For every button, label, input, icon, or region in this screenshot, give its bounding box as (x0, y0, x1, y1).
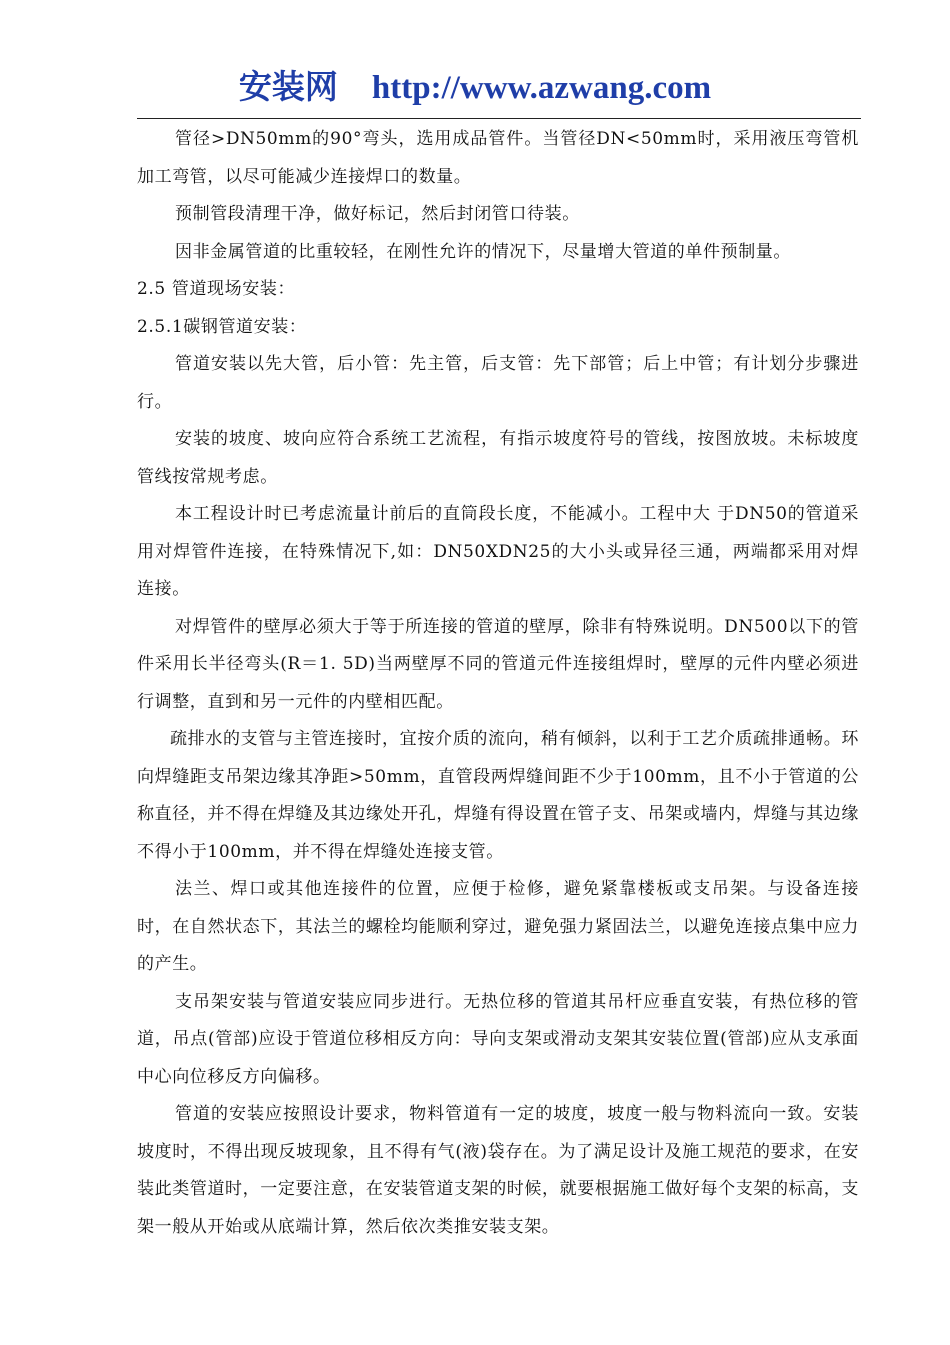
paragraph-elbow-fittings: 管径>DN50mm的90°弯头，选用成品管件。当管径DN<50mm时，采用液压弯管机加工弯管，以尽可能减少连接焊口的数量。 (137, 129, 859, 187)
paragraph-flowmeter: 本工程设计时已考虑流量计前后的直筒段长度，不能减小。工程中大 于DN50的管道采用对焊管件连接，在特殊情况下,如：DN50XDN25的大小头或异径三通，两端都采用对焊连接。 (137, 504, 859, 599)
site-name: 安装网 (238, 70, 338, 106)
paragraph-install-order: 管道安装以先大管，后小管：先主管，后支管：先下部管；后上中管；有计划分步骤进行。 (137, 354, 859, 412)
section-heading-2-5: 2.5 管道现场安装： (137, 279, 296, 299)
site-url[interactable]: http://www.azwang.com (371, 70, 712, 106)
paragraph-wall-thickness: 对焊管件的壁厚必须大于等于所连接的管道的壁厚，除非有特殊说明。DN500以下的管件采用长半径弯头(R＝1. 5D)当两壁厚不同的管道元件连接组焊时，壁厚的元件内壁必须进行调整，直到和另一元件的内壁相匹配。 (137, 616, 859, 712)
page-header (0, 68, 950, 108)
paragraph-drain-branch: 疏排水的支管与主管连接时，宜按介质的流向，稍有倾斜，以利于工艺介质疏排通畅。环向焊缝距支吊架边缘其净距>50mm，直管段两焊缝间距不少于100mm，且不小于管道的公称直径，并不得在焊缝及其边缘处开孔，焊缝有得设置在管子支、吊架或墙内，焊缝与其边缘不得小于100mm，并不得在焊缝处连接支管。 (137, 729, 859, 862)
header-divider (137, 118, 861, 119)
paragraph-slope: 安装的坡度、坡向应符合系统工艺流程，有指示坡度符号的管线，按图放坡。未标坡度管线按常规考虑。 (137, 429, 859, 487)
paragraph-slope-requirements: 管道的安装应按照设计要求，物料管道有一定的坡度，坡度一般与物料流向一致。安装坡度时，不得出现反坡现象，且不得有气(液)袋存在。为了满足设计及施工规范的要求，在安装此类管道时，一定要注意，在安装管道支架的时候，就要根据施工做好每个支架的标高，支架一般从开始或从底端计算，然后依次类推安装支架。 (137, 1104, 859, 1237)
section-heading-2-5-1: 2.5.1碳钢管道安装： (137, 316, 307, 337)
paragraph-support-install: 支吊架安装与管道安装应同步进行。无热位移的管道其吊杆应垂直安装，有热位移的管道，吊点(管部)应设于管道位移相反方向：导向支架或滑动支架其安装位置(管部)应从支承面中心向位移反方向偏移。 (137, 991, 859, 1087)
paragraph-prefab-cleaning: 预制管段清理干净，做好标记，然后封闭管口待装。 (175, 204, 580, 224)
paragraph-nonmetal-prefab: 因非金属管道的比重较轻，在刚性允许的情况下，尽量增大管道的单件预制量。 (175, 241, 791, 262)
paragraph-flange-position: 法兰、焊口或其他连接件的位置，应便于检修，避免紧靠楼板或支吊架。与设备连接时，在自然状态下，其法兰的螺栓均能顺利穿过，避免强力紧固法兰，以避免连接点集中应力的产生。 (137, 879, 859, 974)
document-body (137, 121, 859, 1246)
